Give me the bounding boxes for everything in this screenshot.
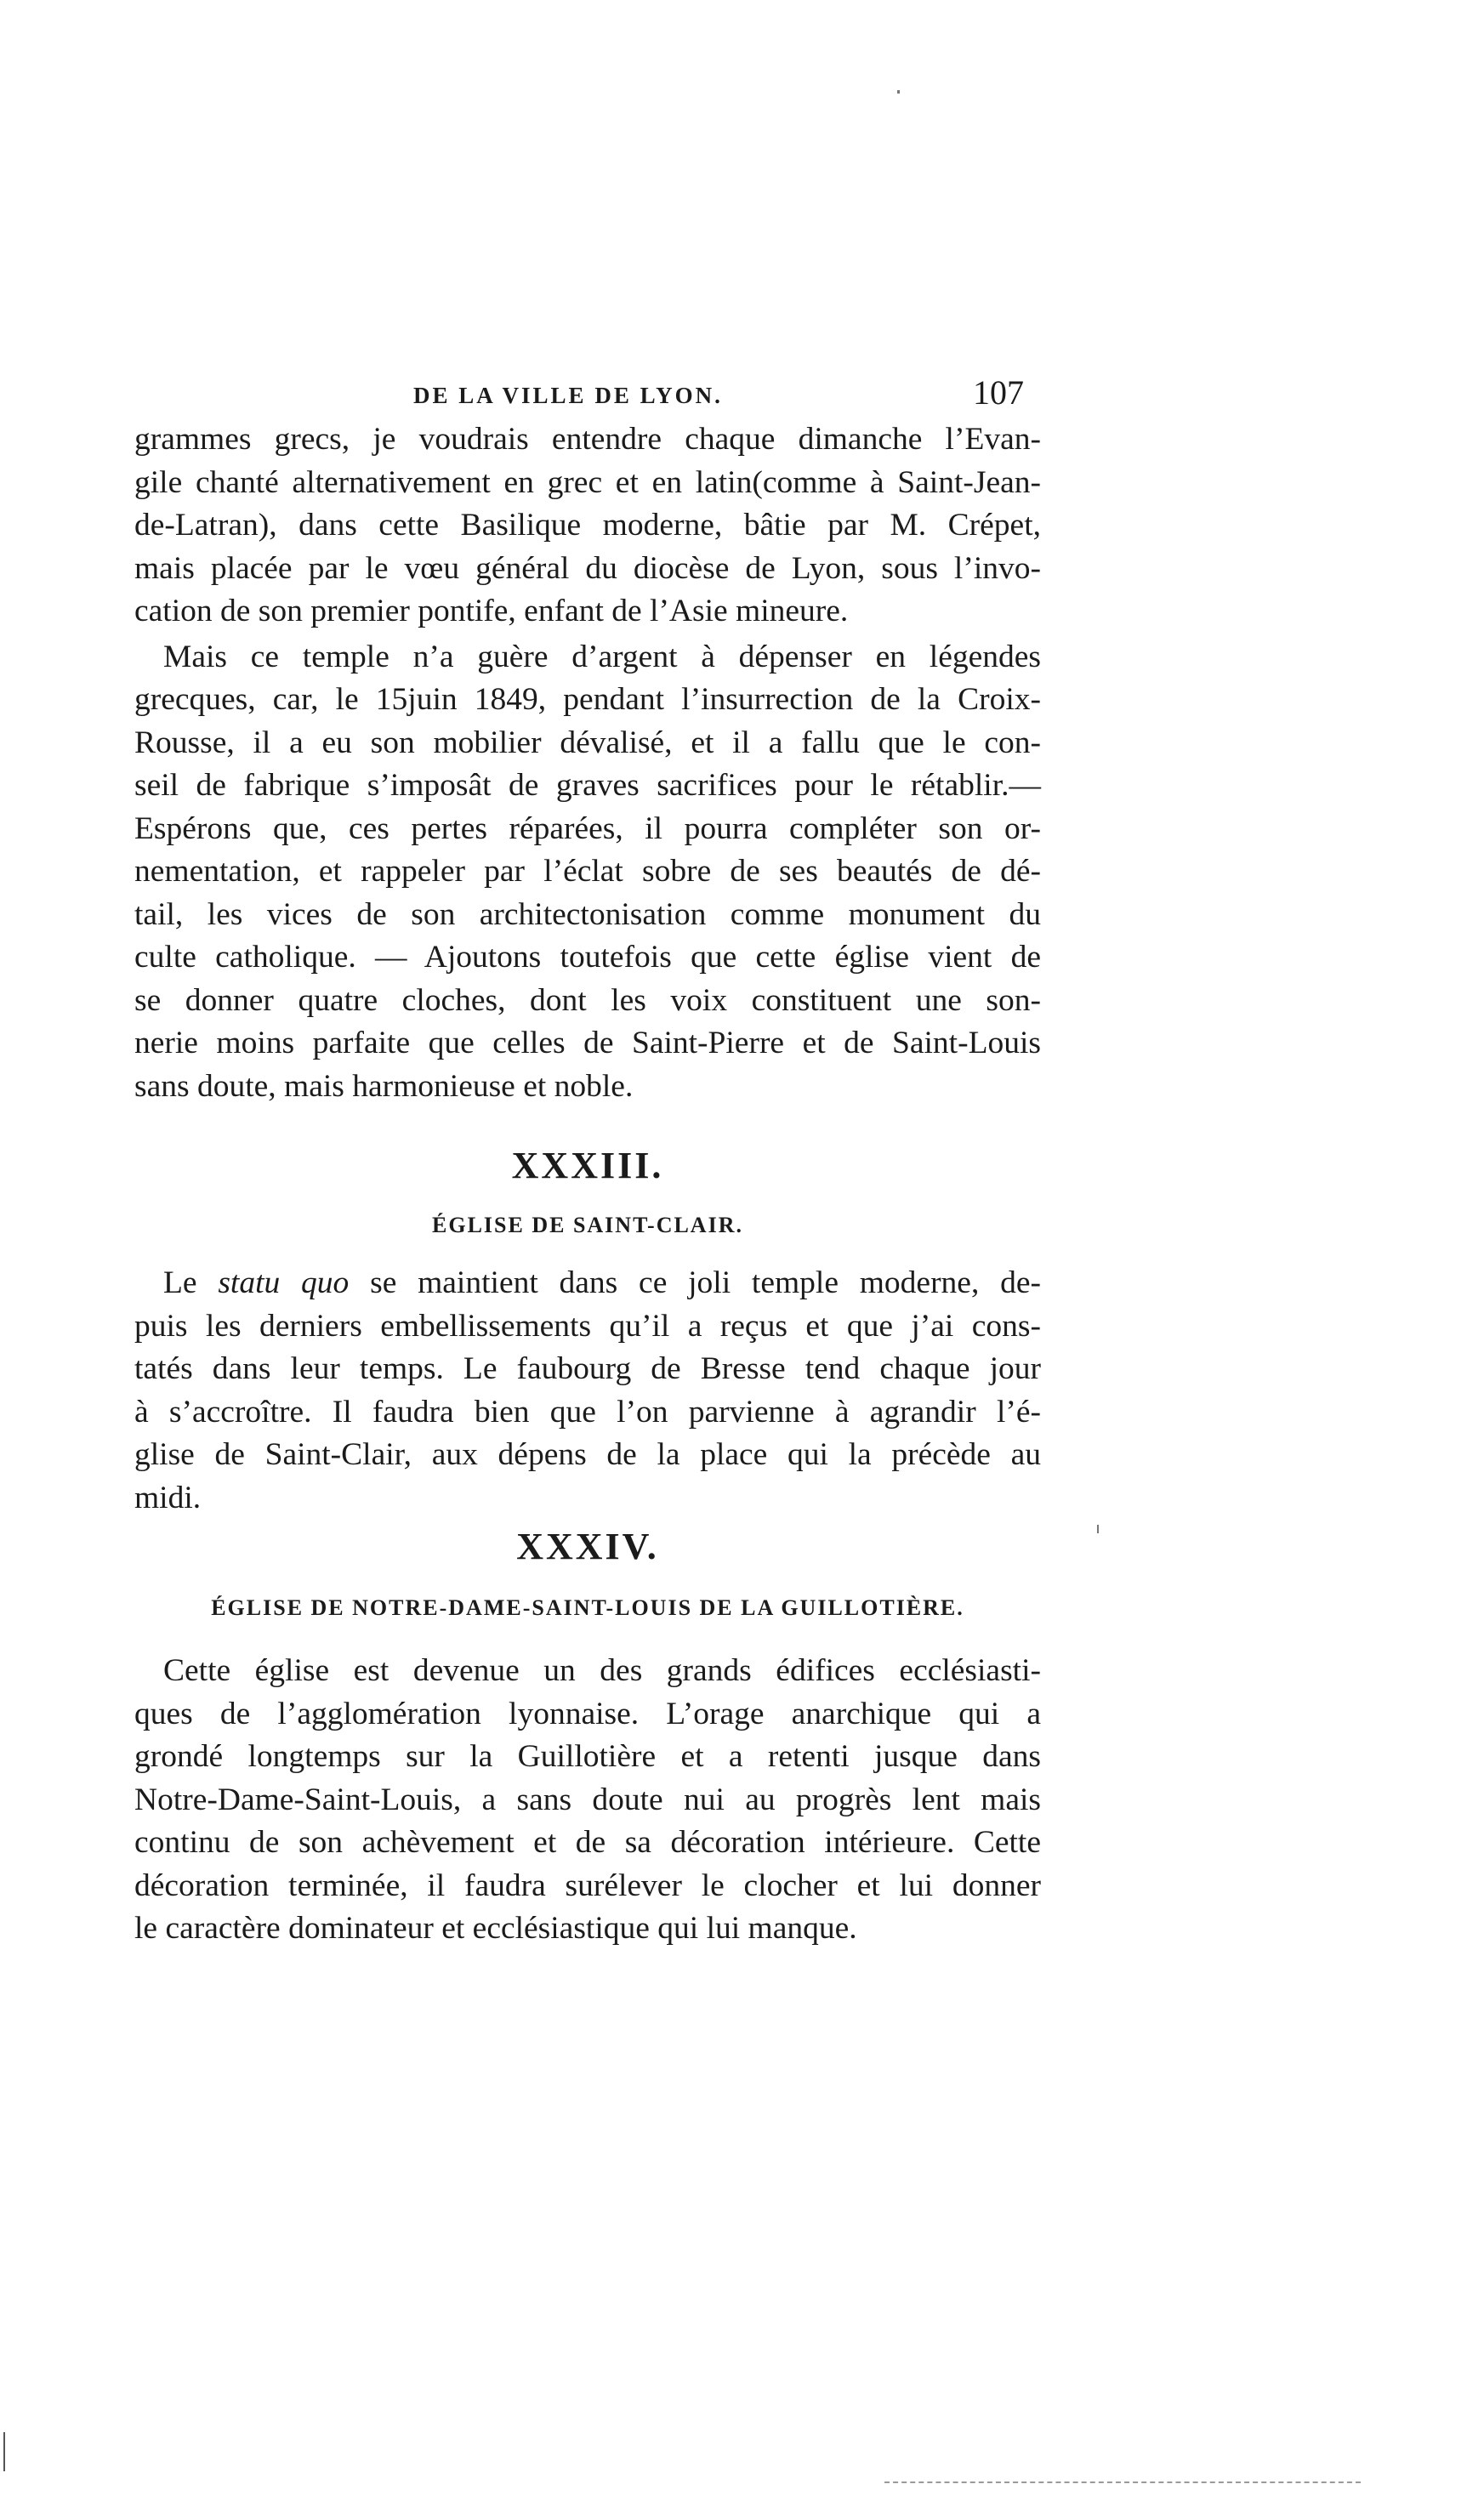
text-line: tail, les vices de son architectonisation comme monument du bbox=[134, 896, 1041, 932]
paragraph-temple bbox=[134, 636, 1041, 1109]
text-line: à s’accroître. Il faudra bien que l’on parvienne à agrandir l’é- bbox=[134, 1394, 1041, 1430]
text-fragment: Le bbox=[163, 1265, 219, 1300]
page-number: 107 bbox=[973, 373, 1024, 412]
paragraph-continued bbox=[134, 418, 1041, 634]
text-line: Espérons que, ces pertes réparées, il pourra compléter son or- bbox=[134, 810, 1041, 846]
text-line: le caractère dominateur et ecclésiastique qui lui manque. bbox=[134, 1911, 857, 1946]
text-line: Cette église est devenue un des grands édifices ecclésiasti- bbox=[163, 1653, 1041, 1688]
text-line: cation de son premier pontife, enfant de l’Asie mineure. bbox=[134, 594, 849, 628]
text-line: gile chanté alternativement en grec et en latin(comme à Saint-Jean- bbox=[134, 464, 1041, 500]
section-numeral-33: XXXIII. bbox=[511, 1145, 664, 1186]
running-title: DE LA VILLE DE LYON. bbox=[413, 383, 723, 408]
text-line: ques de l’agglomération lyonnaise. L’orage anarchique qui a bbox=[134, 1696, 1041, 1731]
text-line: tatés dans leur temps. Le faubourg de Bresse tend chaque jour bbox=[134, 1351, 1041, 1386]
paragraph-notre-dame bbox=[134, 1650, 1041, 1951]
text-line: de-Latran), dans cette Basilique moderne, bâtie par M. Crépet, bbox=[134, 508, 1041, 543]
text-line: Rousse, il a eu son mobilier dévalisé, et il a fallu que le con- bbox=[134, 725, 1041, 760]
text-line: midi. bbox=[134, 1480, 202, 1515]
section-title-saint-clair: ÉGLISE DE SAINT-CLAIR. bbox=[432, 1213, 743, 1237]
text-line: nerie moins parfaite que celles de Saint-Pierre et de Saint-Louis bbox=[134, 1026, 1041, 1060]
text-line: grammes grecs, je voudrais entendre chaque dimanche l’Evan- bbox=[134, 422, 1041, 457]
text-line: se donner quatre cloches, dont les voix constituent une son- bbox=[134, 982, 1041, 1018]
scan-edge-mark bbox=[3, 2432, 5, 2471]
section-title-notre-dame: ÉGLISE DE NOTRE-DAME-SAINT-LOUIS DE LA GUILLOTIÈRE. bbox=[211, 1595, 964, 1620]
text-line: nementation, et rappeler par l’éclat sobre de ses beautés de dé- bbox=[134, 854, 1041, 889]
text-line: grecques, car, le 15juin 1849, pendant l’insurrection de la Croix- bbox=[134, 682, 1041, 717]
text-line: décoration terminée, il faudra surélever le clocher et lui donner bbox=[134, 1867, 1041, 1903]
scan-bottom-rule bbox=[884, 2481, 1361, 2483]
paper-speck bbox=[897, 90, 900, 94]
running-head bbox=[134, 371, 1041, 418]
italic-phrase: statu quo bbox=[218, 1265, 350, 1300]
book-page bbox=[134, 371, 1041, 1951]
text-line: continu de son achèvement et de sa décoration intérieure. Cette bbox=[134, 1825, 1041, 1860]
text-line: mais placée par le vœu général du diocèse de Lyon, sous l’invo- bbox=[134, 550, 1041, 586]
text-fragment: se maintient dans ce joli temple moderne, de- bbox=[349, 1265, 1041, 1300]
text-line: puis les derniers embellissements qu’il a reçus et que j’ai cons- bbox=[134, 1308, 1041, 1344]
text-line: Notre-Dame-Saint-Louis, a sans doute nui au progrès lent mais bbox=[134, 1782, 1041, 1817]
text-line: sans doute, mais harmonieuse et noble. bbox=[134, 1068, 634, 1104]
text-line: culte catholique. — Ajoutons toutefois que cette église vient de bbox=[134, 940, 1041, 975]
text-line: seil de fabrique s’imposât de graves sacrifices pour le rétablir.— bbox=[134, 768, 1041, 803]
section-numeral-34: XXXIV. bbox=[516, 1526, 659, 1567]
paragraph-saint-clair bbox=[134, 1262, 1041, 1520]
text-line: glise de Saint-Clair, aux dépens de la place qui la précède au bbox=[134, 1437, 1041, 1472]
text-line bbox=[134, 1262, 1041, 1305]
paper-speck bbox=[1097, 1525, 1099, 1533]
text-line: Mais ce temple n’a guère d’argent à dépenser en légendes bbox=[163, 639, 1041, 674]
text-line: grondé longtemps sur la Guillotière et a retenti jusque dans bbox=[134, 1739, 1041, 1774]
